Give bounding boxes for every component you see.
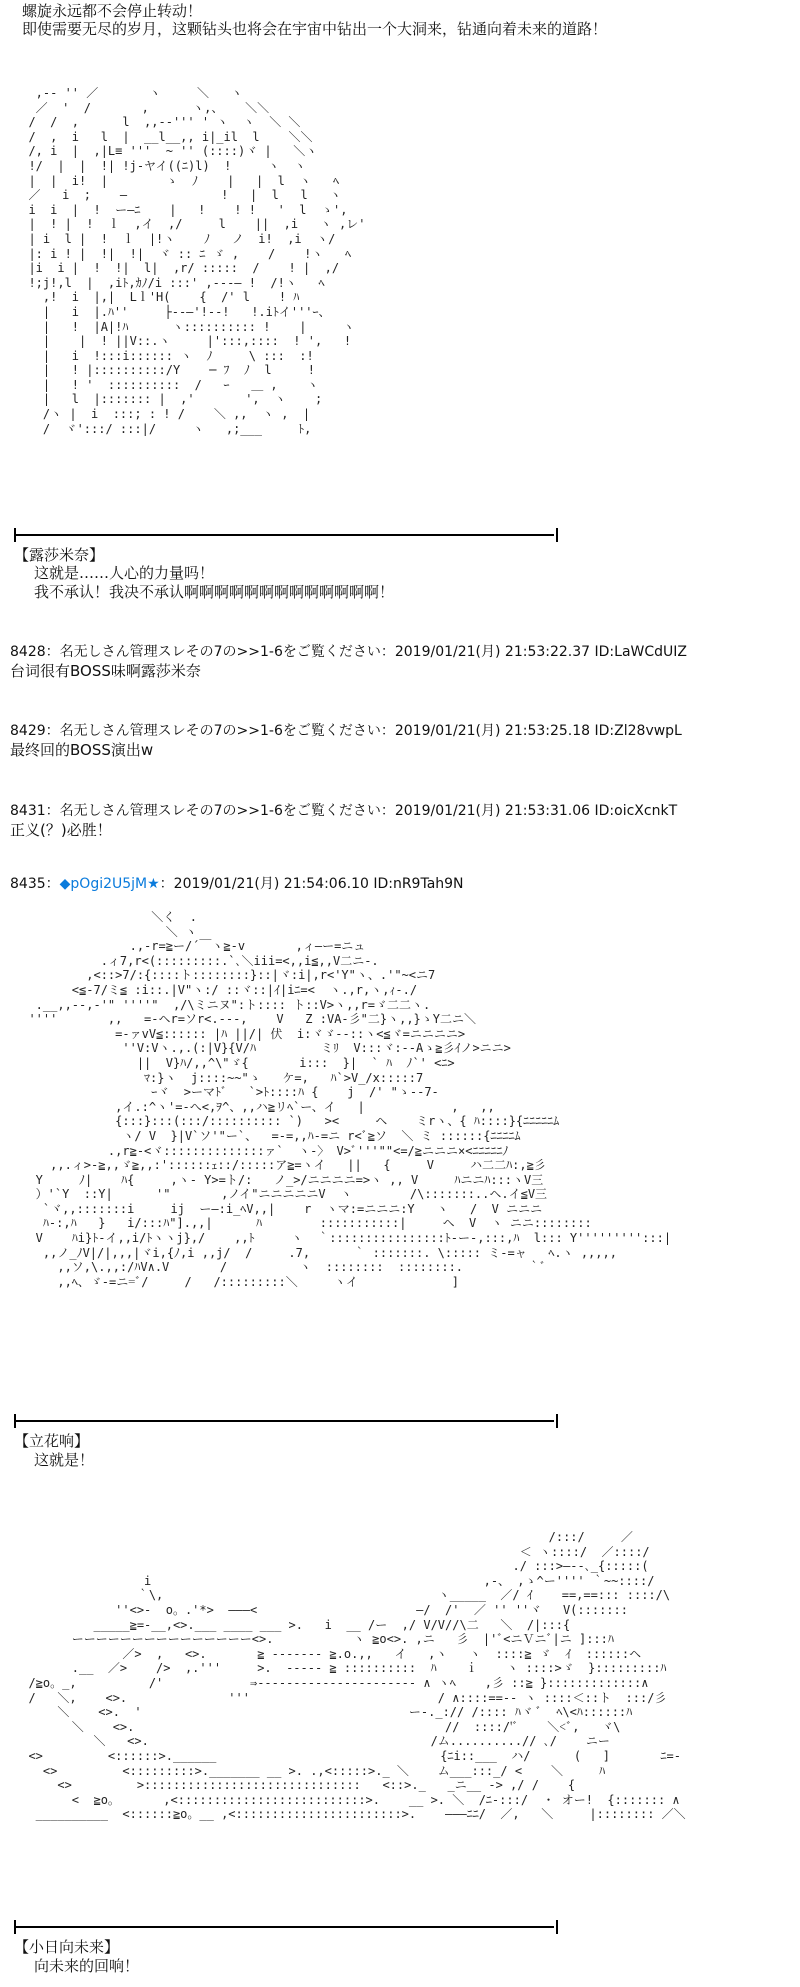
speaker-label: 【立花响】 [14,1432,90,1450]
op-post-header [10,875,464,893]
dialogue-line: 这就是……人心的力量吗！ [34,564,215,582]
separator-2 [14,1420,554,1422]
speaker-label: 【露莎米奈】 [14,546,105,564]
comment-header-8431: 8431：名无しさん管理スレその7の>>1-6をご覧ください：2019/01/21(月) 21:53:31.06 ID:oicXcnkT [10,803,678,819]
intro-line-1: 螺旋永远都不会停止转动！ [22,2,203,20]
comment-body-8431: 正义(？)必胜！ [10,821,112,839]
dialogue-line: 我不承认！我决不承认啊啊啊啊啊啊啊啊啊啊啊啊啊！ [34,583,395,601]
comment-body-8429: 最终回的BOSS演出w [10,741,154,759]
separator-3 [14,1926,554,1928]
ascii-art-lusamine: ,-‐ '' ／ ヽ ＼ ヽ ／ ' / , ヽ,、 ＼＼ / / , l ,,-‐''' ' ヽ ヽ ＼ ＼ / , i l | __l__,, i|_il l ＼＼ /, i | ,|L≡ ''' ~ '' (::::)ヾ | ＼ヽ !/ | | !| !j-ヤイ((ﾆ)l) ! ヽ ヽ | | i! | ゝ ﾉ | | l ヽ ﾍ ／ i ; ― ! | l l ヽ i i | ! ー―ﾆ | ! ! ! ' l ゝ', | ! | ! ｌ ,イ ,/ l || ,i ヽ ,レ' | i l | ! ｌ |!ヽ ﾉ ノ i! ,i ヽ/ |: i ! | !| !| ヾ :: ﾆ ゞ , / !ヽ ﾍ |i i | ! !| l| ,r/ ::::: / ! | ,/ !;j!,l | ,iﾄ,ｶﾉ/i :::' ,-‐‐― ! /!ヽ ﾍ ,! i |,| Lｌ'H( { /' l ! ﾊ | i |.ﾊ'' ├‐‐―'!-‐! !.iﾄイ'''ｰ、 | ! |A|!ﾊ ヽ:::::::::: ! | ヽ | | ! ||V::.ヽ |':::,:::: ! ', ! | i !:::i:::::: ヽ ﾉ \ ::: :! | ! |::::::::::/Y ─ ﾌ ﾉ l ! | ! ' :::::::::: / ｰ ＿ , ヽ | l |::::::: | ,' ', ヽ ; /ヽ | i :::; : ! / ＼ ,, ヽ , | / ヾ':::/ :::|/ ヽ ,;___ ﾄ, [28,86,366,436]
ascii-art-miku: /:::/ ／ ＜ ヽ::::/ ／::::/ ./ :::>―‐-､_{:::::( i ,-、 ,ゝ^ー'''' ｀~~::::/ ｀\, ヽ_____ ／/ ｲ ==,==::: ::::/\ ''<>- o。.'*> ―――< ―/ /' ／ '' ''ヾ V(::::::: _____≧=-__,<>.___ ____ ___ >. i __ /ー ,/ V/V//\二 ＼ /|:::{ ーーーーーーーーーーーーーーー<>. ヽ ≧o<>. ,ニ 彡 |'ﾞ<ニＶニﾞ|ニ ]:::ﾊ ／> , <>. ≧ ------- ≧.o.,, イ ,ヽ ヽ ::::≧ ゞ ｲ ::::::ヘ .__ ／> /> ,.''' >. ----- ≧ :::::::::: ﾊ ｉ ヽ ::::>ゞ }:::::::::ﾊ /≧o。_, /' ⇒---------------------- ∧ ヽﾍ ,彡 ::≧ }:::::::::::::∧ / ＼, <>. ''' / ∧::::==-- ヽ ::::＜::ト :::/彡 ＼ <>. ' ー-._:// /:::: ﾊヾ ﾞ ﾍ\<ﾊ::::::ﾊ ＼ <>. // ::::/'ﾞ ＼<ﾞ, ヾ\ ＼ <>. /ム..........// ､/ ニー <> <::::::>.______ {ﾆi::___ ハ/ ( ] ﾆ=- <> <:::::::::>._______ __ >. .,<:::::>._ ＼ ム___:::_/ < ＼ ﾊ <> >:::::::::::::::::::::::::::::: <::>._ _ニ__ -> ,/ / { < ≧o。 ,<::::::::::::::::::::::::::>. __ >. ＼ /ﾆ-:::/ ・ オー! {::::::: ∧ __________ <::::::≧o。__ ,<:::::::::::::::::::::::>. ―――ﾆﾆ/ ／, ＼ |:::::::: ／＼ [28,1530,686,1822]
comment-body-8428: 台词很有BOSS味啊露莎米奈 [10,662,201,680]
post-meta: ：2019/01/21(月) 21:54:06.10 ID:nR9Tah9N [159,876,464,892]
separator-1 [14,534,554,536]
intro-line-2: 即使需要无尽的岁月，这颗钻头也将会在宇宙中钻出一个大洞来，钻通向着未来的道路！ [22,20,608,38]
dialogue-line: 这就是！ [34,1451,95,1469]
post-number: 8435： [10,876,60,892]
tripcode-link[interactable]: ◆pOgi2U5jM★ [59,876,160,892]
ascii-art-hibiki: ＼く . ＼ ヽ .,-r=≧ー/´￣ヽ≧-v ,ィ―ー=ニュ .ィ7,r<(:::::::::.`､＼iii=<,,i≦,,V二ニ-. ,<::>7/:{::::ト::::::::}::|ヾ:i|,r<'Y"ヽ、.'"~<ニ7 <≦-7/ミ≦ :i::.|V"ヽ:/ ::ヾ::|ｲ|iﾆ=< ヽ.,r,ヽ,ｨ-./ .__,,--,-'" ''''" ,/\ミニヌ":ト:::: ト::V>ヽ,,r=ゞ二二ヽ. '''' ,, =-ヘr=ソr<.---, V Z :VA-彡"二}ヽ,,}ゝY二ニ＼ =-ァvV≦:::::: |ﾊ ||/| 伏 i:ヾゞ--::ヽ<≦ヾ=ニニニニ> ''V:Vヽ.,.(:|V}{V/ﾊ ミﾘ V:::ヾ:--Aゝ≧彡ｲノ>ニニ> || V}ﾊ/,,^\"ゞ{ i::: }| ` ﾊ ﾉ`' <ﾆ> ﾏ:}ヽ j::::~~"ゝ ケ=, ﾊ`>V_/x:::::7 ｰヾ >ーマﾄﾞ `>ﾄ::::ﾊ { j /' "ゝ--7- ,イ.:^ヽ'=-へ<,ｦ^、,,ハ≧リﾍ`ー、イ | , ,, {:::}:::(:::/:::::::::: `) >< ヘ ミrヽ、{ ﾊ::::}{ﾆﾆﾆﾆﾆﾑ ヽ/ V }|V`ソ'"ー`、 =-=,,ﾊ-=ニ r<ﾞ≧ソ ＼ ミ ::::::{ﾆﾆﾆﾆﾑ .,r≧-<ヾ::::::::::::::ァ` ヽ-〉 V>ﾞ'''""<=/≧ニニニ×<ﾆﾆﾆﾆﾆﾉ ,,.ィ>-≧,,ゞ≧,,:'::::::ｪ::/:::::ア≧=ヽイ || { V ハ二二ﾊ:,≧彡 Y ﾉ| ﾊ{ ,ヽ- Y>=ト/: ノ_>/ニニニニ=>ヽ ,, V ﾊニニﾊ:::ヽV三 ）'`Y ::Y| '" ,ノイ"ニニニニニV ヽ /\:::::::..ヘ.イ≦V三 `ヾ,,:::::::i ij ー―:i_ﾍV,,| r ヽマ:=ニニニ:Y ヽ / V ニニニ ﾊ-:,ﾊ } i/:::ﾊ"].,,| ﾊ :::::::::::| ヘ V ヽ ニニ:::::::: V ﾊi}ﾄ-イ,,i/ﾄヽヽj},/ ,,ﾄ ヽ ｀::::::::::::::::ﾄ-ー-,:::,ﾊ l::: Y''''''''':::| ,,ノ_ﾉV|/|,,,|ヾi,{ﾉ,i ,,j/ / .7, ｀ :::::::. \::::: ミ-=ャ ﾍ.ヽ ,,,,, ,,ソ,\.,,:/ﾊV∧.V / ヽ :::::::: ::::::::. ｀ﾞ ,,ﾍ、ゞ-=ニ=ﾞ/ / /:::::::::＼ ヽイ ] [28,910,672,1289]
comment-header-8429: 8429：名无しさん管理スレその7の>>1-6をご覧ください：2019/01/21(月) 21:53:25.18 ID:Zl28vwpL [10,723,682,739]
dialogue-line: 向未来的回响！ [34,1957,140,1975]
comment-header-8428: 8428：名无しさん管理スレその7の>>1-6をご覧ください：2019/01/21(月) 21:53:22.37 ID:LaWCdUIZ [10,644,687,660]
speaker-label: 【小日向未来】 [14,1938,120,1956]
